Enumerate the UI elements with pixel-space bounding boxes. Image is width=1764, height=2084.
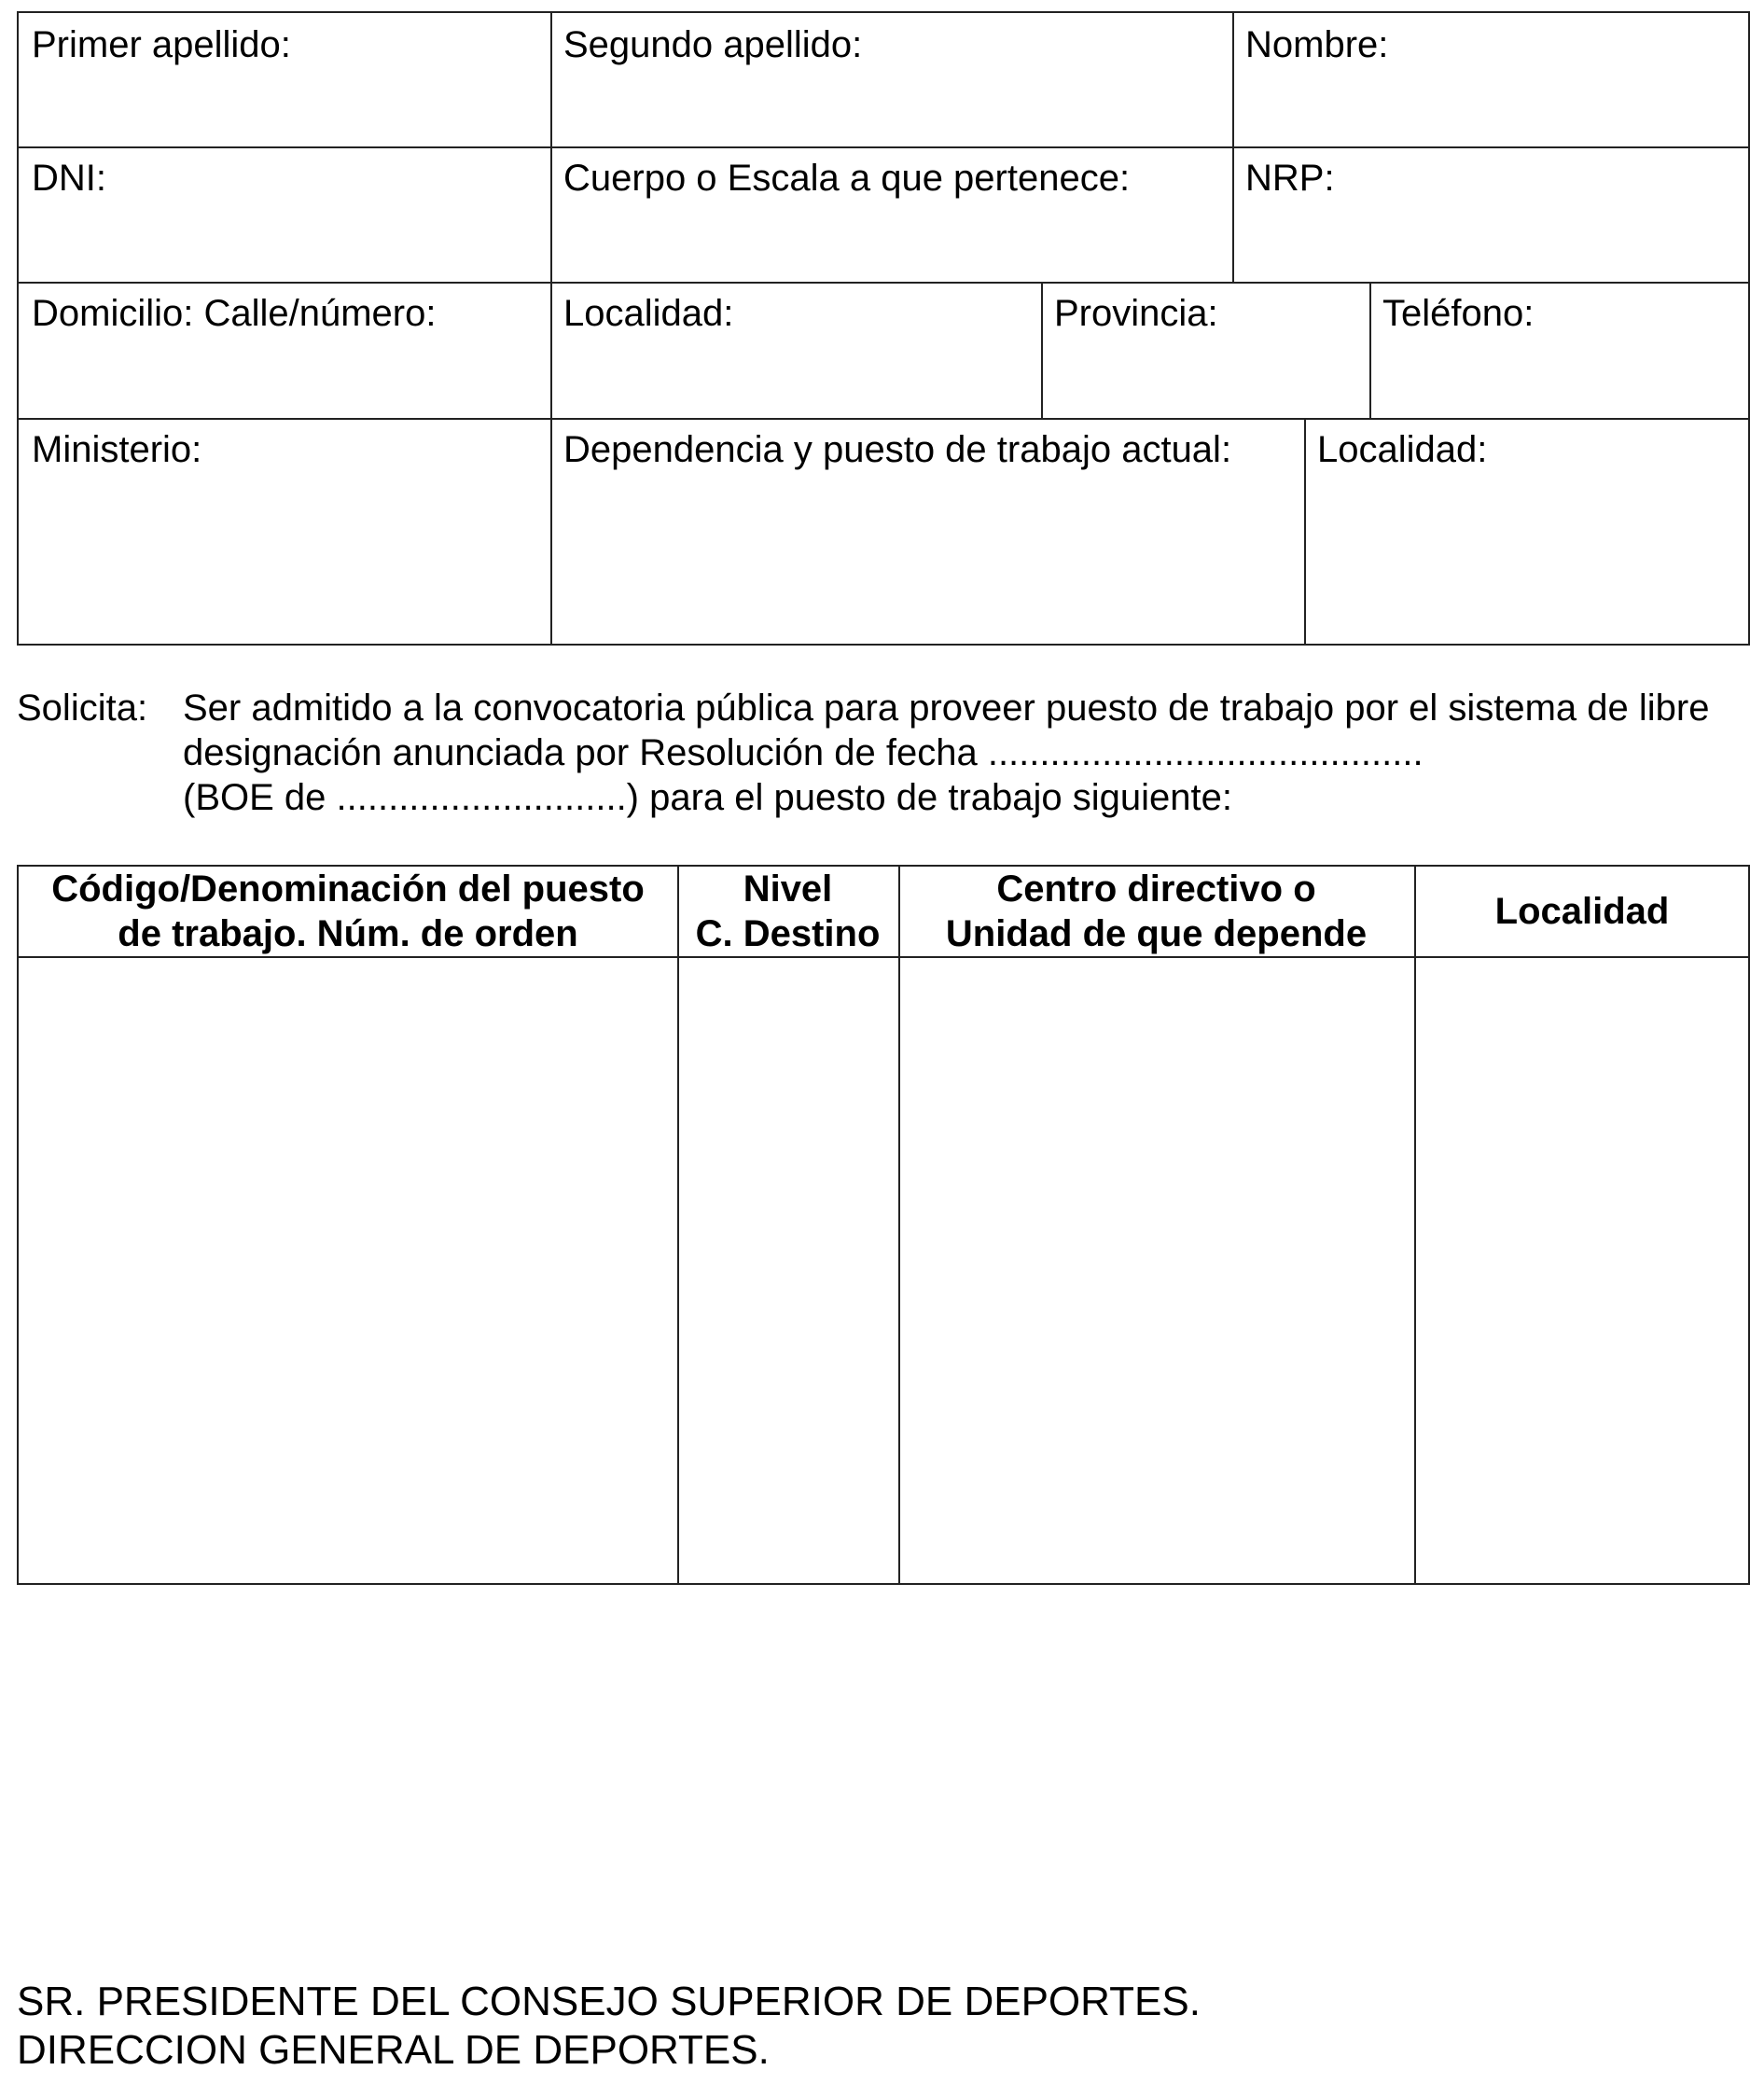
localidad-input-cell[interactable]: [1414, 956, 1750, 1583]
dependencia-field[interactable]: [550, 418, 1304, 646]
nivel-input-cell[interactable]: [677, 956, 898, 1583]
provincia-field[interactable]: [1041, 282, 1369, 418]
centro-input-cell[interactable]: [898, 956, 1414, 1583]
segundo-apellido-field[interactable]: [550, 13, 1232, 146]
addressee: [17, 1978, 1201, 2075]
solicita-label: Solicita:: [17, 688, 148, 729]
cuerpo-escala-field[interactable]: [550, 146, 1232, 282]
primer-apellido-field[interactable]: [19, 13, 550, 146]
provincia-label: Provincia:: [1054, 293, 1218, 334]
header-centro-line: Unidad de que depende: [945, 913, 1368, 954]
nombre-field[interactable]: [1232, 13, 1750, 146]
nrp-field[interactable]: [1232, 146, 1750, 282]
codigo-input-cell[interactable]: [19, 956, 677, 1583]
header-centro: [898, 867, 1414, 956]
header-codigo: [19, 867, 677, 956]
header-localidad-line: Localidad: [1494, 891, 1670, 932]
segundo-apellido-label: Segundo apellido:: [563, 24, 863, 65]
primer-apellido-label: Primer apellido:: [32, 24, 291, 65]
dni-field[interactable]: [19, 146, 550, 282]
localidad-field[interactable]: [550, 282, 1041, 418]
solicita-line: (BOE de ............................) para el puesto de trabajo siguiente:: [183, 777, 1232, 818]
solicita-line: designación anunciada por Resolución de fecha ..........................................: [183, 732, 1424, 773]
header-codigo-line: Código/Denominación del puesto: [51, 868, 645, 910]
ministerio-label: Ministerio:: [32, 429, 202, 470]
header-nivel-line: C. Destino: [695, 913, 881, 954]
nombre-label: Nombre:: [1245, 24, 1389, 65]
localidad-trabajo-field[interactable]: [1304, 418, 1750, 646]
telefono-field[interactable]: [1369, 282, 1750, 418]
localidad-trabajo-label: Localidad:: [1317, 429, 1488, 470]
dependencia-label: Dependencia y puesto de trabajo actual:: [563, 429, 1232, 470]
telefono-label: Teléfono:: [1382, 293, 1535, 334]
ministerio-field[interactable]: [19, 418, 550, 646]
localidad-label: Localidad:: [563, 293, 734, 334]
positions-table: [17, 865, 1750, 1585]
applicant-form: [17, 11, 1750, 646]
solicita-line: Ser admitido a la convocatoria pública para proveer puesto de trabajo por el sistema de libre: [183, 688, 1710, 729]
domicilio-field[interactable]: [19, 282, 550, 418]
header-localidad: [1414, 867, 1750, 956]
header-centro-line: Centro directivo o: [996, 868, 1316, 910]
dni-label: DNI:: [32, 158, 106, 199]
header-codigo-line: de trabajo. Núm. de orden: [118, 913, 578, 954]
solicita-text: [183, 686, 1759, 820]
addressee-line: DIRECCION GENERAL DE DEPORTES.: [17, 2027, 770, 2073]
header-nivel: [677, 867, 898, 956]
nrp-label: NRP:: [1245, 158, 1335, 199]
domicilio-label: Domicilio: Calle/número:: [32, 293, 437, 334]
addressee-line: SR. PRESIDENTE DEL CONSEJO SUPERIOR DE DEPORTES.: [17, 1979, 1201, 2024]
header-nivel-line: Nivel: [743, 868, 833, 910]
cuerpo-escala-label: Cuerpo o Escala a que pertenece:: [563, 158, 1131, 199]
